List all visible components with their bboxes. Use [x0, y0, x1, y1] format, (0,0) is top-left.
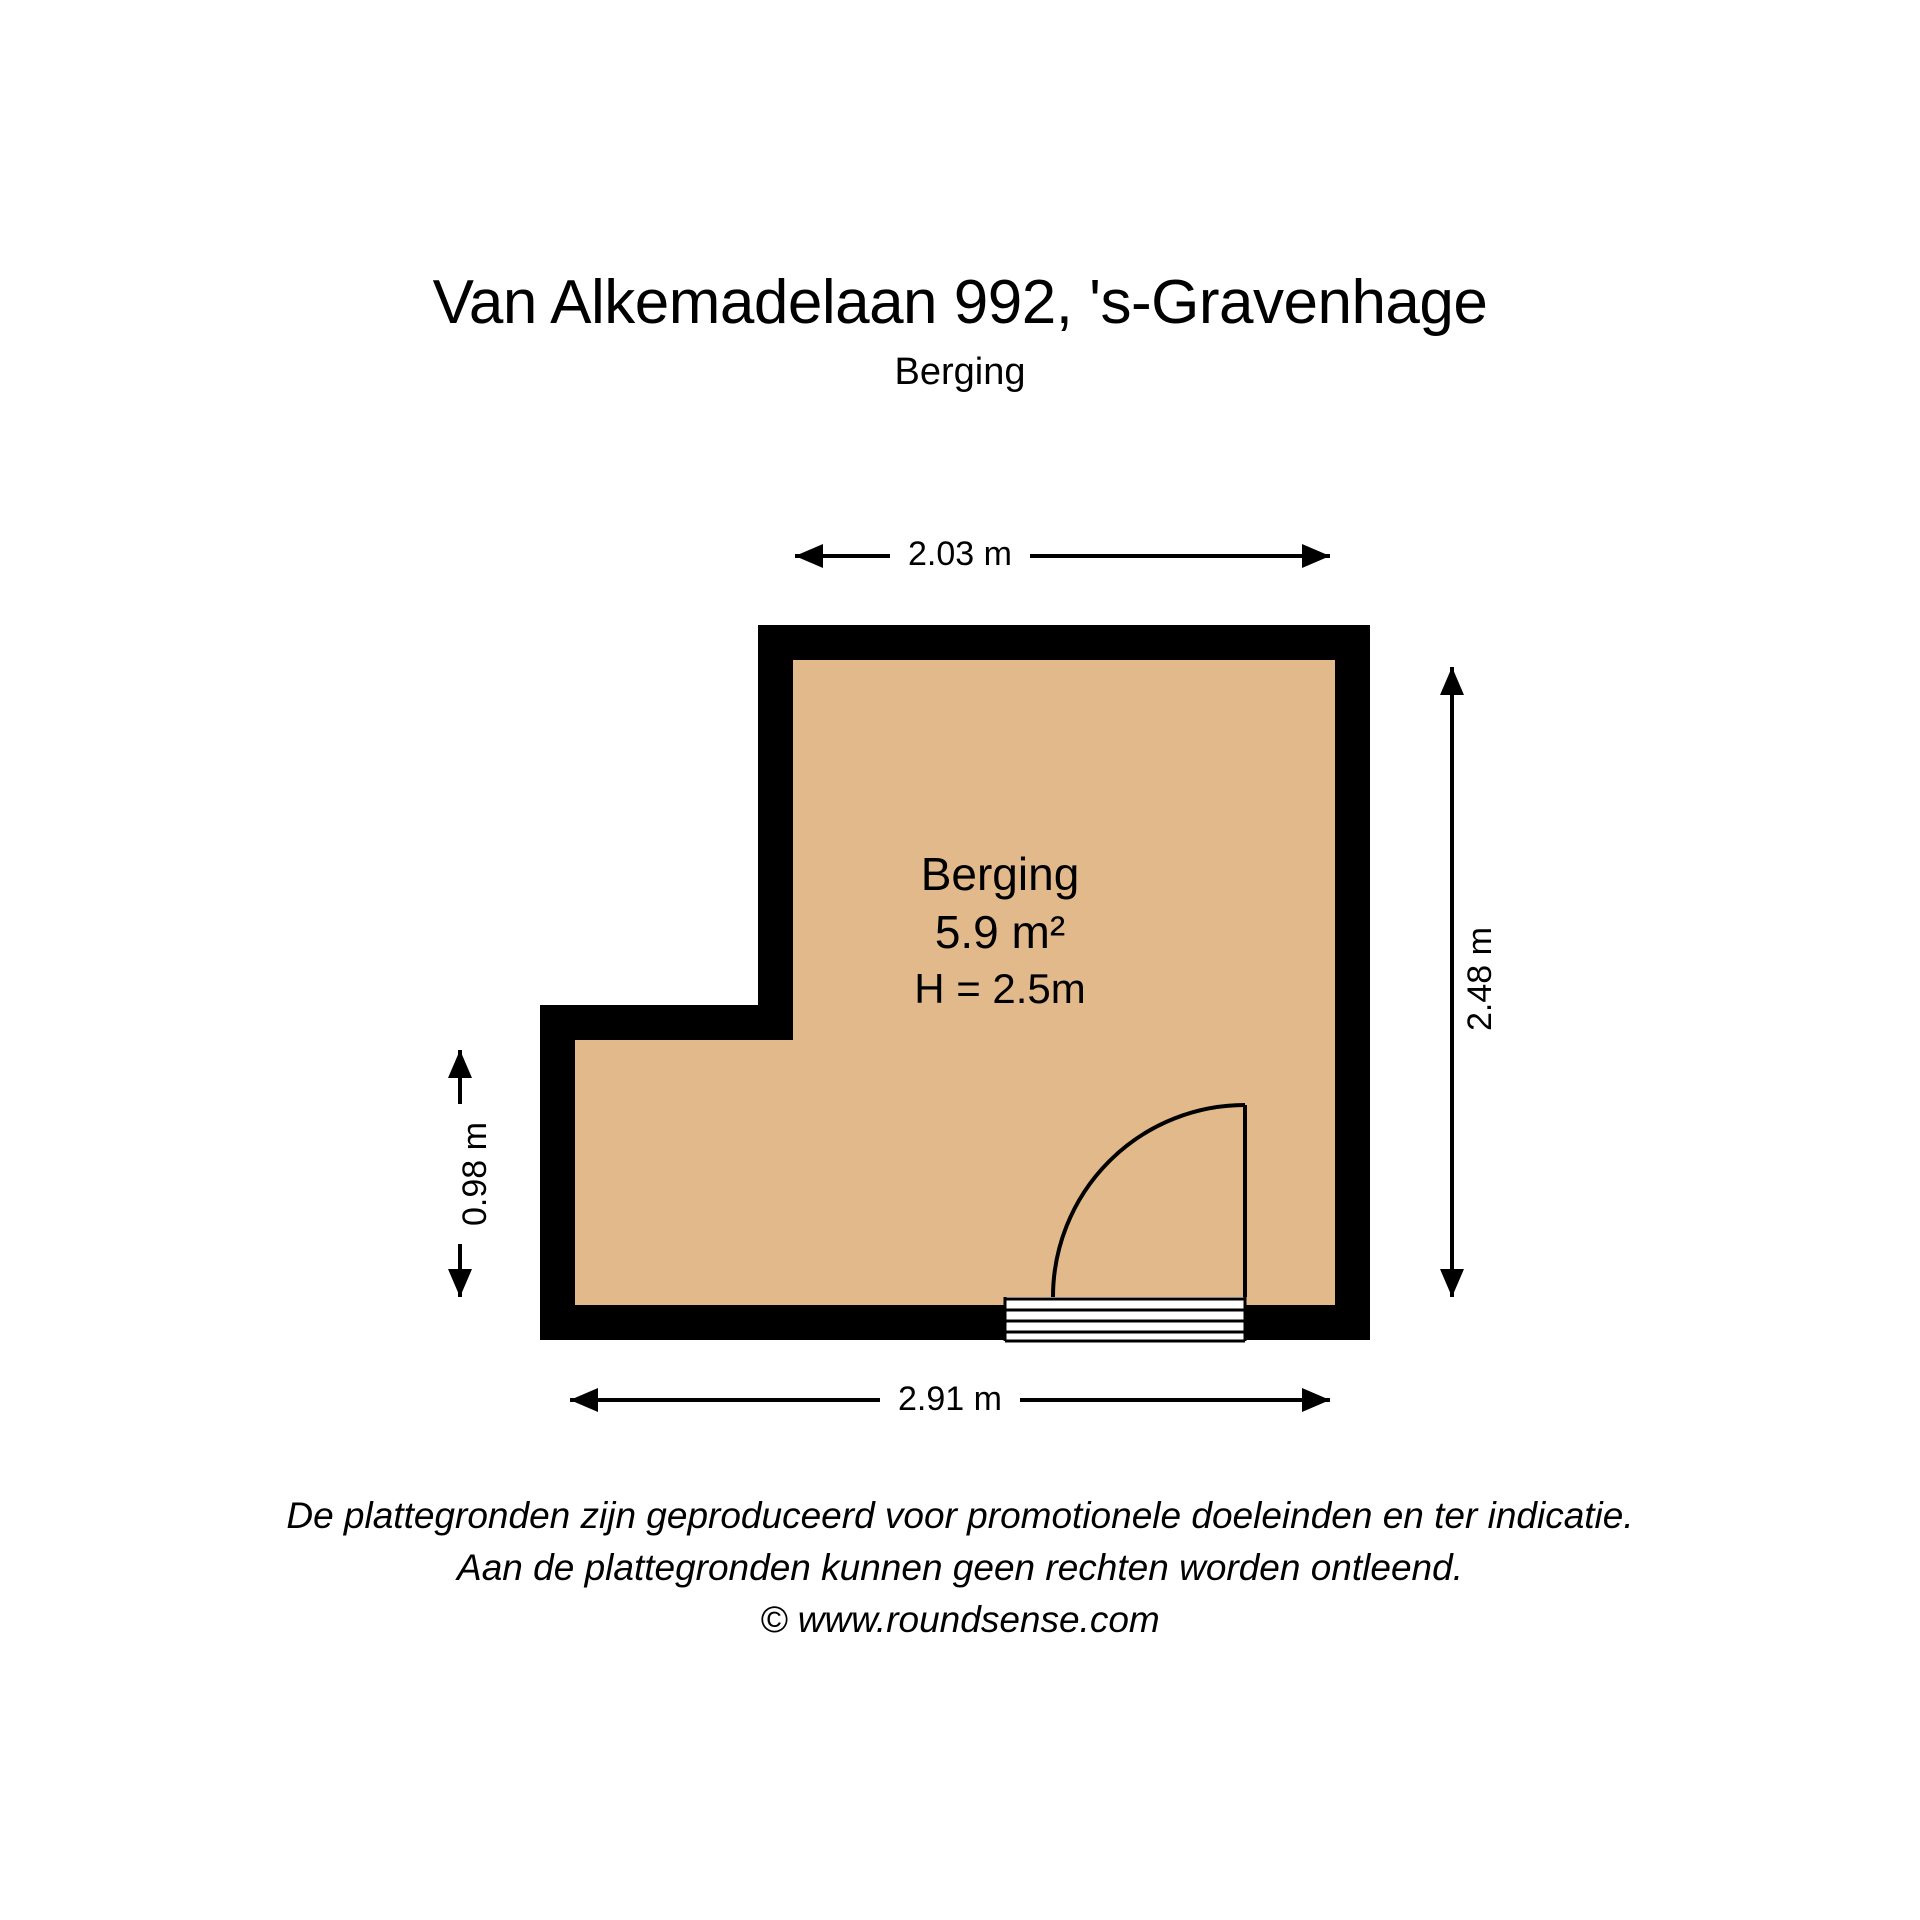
room-name: Berging: [920, 848, 1080, 900]
room-height: H = 2.5m: [914, 965, 1086, 1012]
room-label: [790, 845, 1210, 1017]
page-subtitle: Berging: [894, 351, 1026, 393]
footer-copyright: © www.roundsense.com: [760, 1599, 1160, 1640]
dimension-bottom-label: 2.91 m: [880, 1380, 1020, 1418]
dimension-right-label: 2.48 m: [1461, 909, 1499, 1049]
footer-line-2: Aan de plattegronden kunnen geen rechten worden ontleend.: [457, 1547, 1463, 1588]
room-area: 5.9 m²: [934, 906, 1066, 958]
dimension-left-label: 0.98 m: [456, 1104, 494, 1244]
footer-disclaimer: [0, 1490, 1920, 1646]
page-title: Van Alkemadelaan 992, 's-Gravenhage: [432, 268, 1488, 337]
dimension-top-label: 2.03 m: [890, 535, 1030, 573]
footer-line-1: De plattegronden zijn geproduceerd voor promotionele doeleinden en ter indicatie.: [286, 1495, 1634, 1536]
